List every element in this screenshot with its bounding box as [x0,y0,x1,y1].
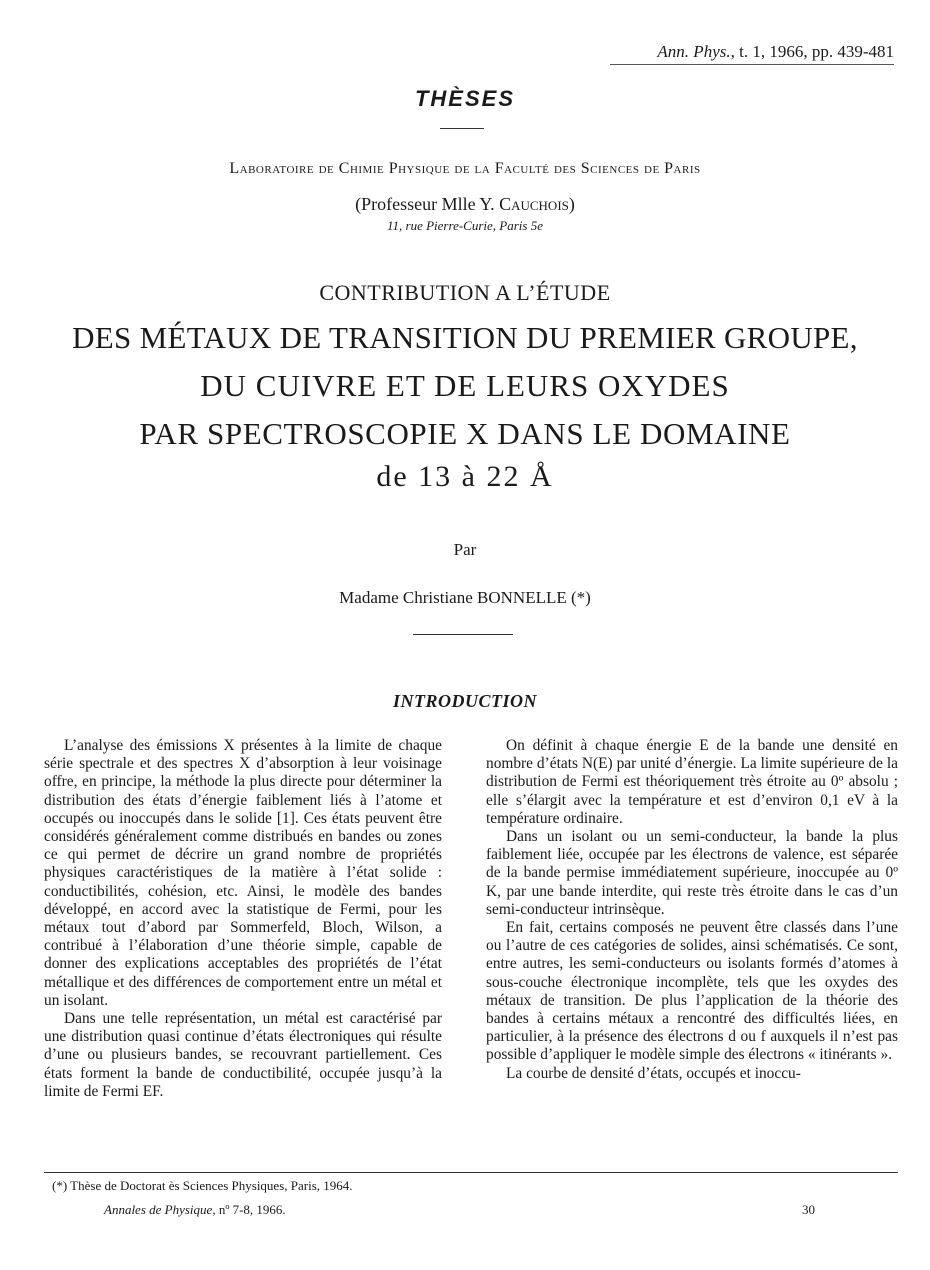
title-line-3: DU CUIVRE ET DE LEURS OXYDES [200,368,730,403]
byline-rule [413,634,513,635]
paragraph: L’analyse des émissions X présentes à la limite de chaque série spectrale et des spectres X d’absorption à leur voisinage offre, en principe, la méthode la plus directe pour déterminer la distribution des états d’énergie faiblement liés à l’atome et occupés ou inoccupés dans le solide [1]. Ces états peuvent être considérés généralement comme distribués en bandes ou zones ce qui permet de décrire un grand nombre de propriétés physiques caractéristiques de la matière à l’état solide : conductibilités, cohésion, etc. Ainsi, le modèle des bandes développé, en accord avec la statistique de Fermi, pour les métaux tout d’abord par Sommerfeld, Bloch, Wilson, a contribué à l’élaboration d’une théorie simple, capable de donner des explications acceptables des propriétés de l’état métallique et des différences de comportement entre un métal et un isolant. [44,737,442,1009]
byline-par: Par [453,540,477,559]
running-head-details: , t. 1, 1966, pp. 439-481 [730,42,894,61]
professor-suffix: ) [568,194,575,214]
paragraph: La courbe de densité d’états, occupés et inoccu- [506,1064,801,1082]
running-head-journal: Ann. Phys. [657,42,731,61]
title-line-2: DES MÉTAUX DE TRANSITION DU PREMIER GROUPE, [72,320,858,355]
title-line-4: PAR SPECTROSCOPIE X DANS LE DOMAINE [139,416,791,451]
section-title-rule [440,128,484,129]
journal-name: Annales de Physique [104,1202,213,1217]
journal-footer [104,1202,286,1218]
footnote-rule [44,1172,898,1173]
introduction-heading: INTRODUCTION [392,691,537,711]
page-number: 30 [802,1202,815,1217]
footnote: (*) Thèse de Doctorat ès Sciences Physiques, Paris, 1964. [52,1178,353,1193]
running-head [657,42,894,62]
paragraph: Dans un isolant ou un semi-conducteur, la bande la plus faiblement liée, occupée par les électrons de valence, est séparée de la bande permise immédiatement supérieure, inoccupée au 0º K, par une bande interdite, qui reste très étroite dans le cas d’un semi-conducteur intrinsèque. [486,828,898,918]
professor-name: Cauchois [499,194,569,214]
running-head-rule [610,64,894,65]
professor-prefix: (Professeur Mlle Y. [355,194,500,214]
paragraph: En fait, certains composés ne peuvent être classés dans l’une ou l’autre de ces catégories de solides, ainsi schématisés. Ce sont, entre autres, les semi-conducteurs ou isolants formés d’atomes à sous-couche électronique incomplète, tels que les oxydes des métaux de transition. De plus l’application de la théorie des bandes à certains métaux a rencontré des difficultés liées, en particulier, à la présence des électrons d ou f auxquels il n’est pas possible d’appliquer le modèle simple des électrons « itinérants ». [486,919,898,1064]
paragraph: On définit à chaque énergie E de la bande une densité en nombre d’états N(E) par unité d’énergie. La limite supérieure de la distribution de Fermi est théoriquement très étroite au 0º absolu ; elle s’élargit avec la température et est d’environ 0,1 eV à la température ordinaire. [486,737,898,827]
title-line-5: de 13 à 22 Å [376,460,554,493]
author-name: Madame Christiane BONNELLE (*) [339,588,591,607]
right-column [486,737,898,1083]
section-title: THÈSES [414,86,516,111]
professor-line [0,194,930,215]
title-line-1: CONTRIBUTION A L’ÉTUDE [319,280,611,305]
journal-issue: , nº 7-8, 1966. [212,1202,286,1217]
laboratory-line: Laboratoire de Chimie Physique de la Faculté des Sciences de Paris [229,160,701,177]
paragraph: Dans une telle représentation, un métal est caractérisé par une distribution quasi continue d’états électroniques qui résulte d’une ou plusieurs bandes, se recouvrant partiellement. Ces états forment la bande de conductibilité, occupée jusqu’à la limite de Fermi EF. [44,1010,442,1100]
left-column [44,737,442,1101]
address-line: 11, rue Pierre-Curie, Paris 5e [387,218,543,233]
